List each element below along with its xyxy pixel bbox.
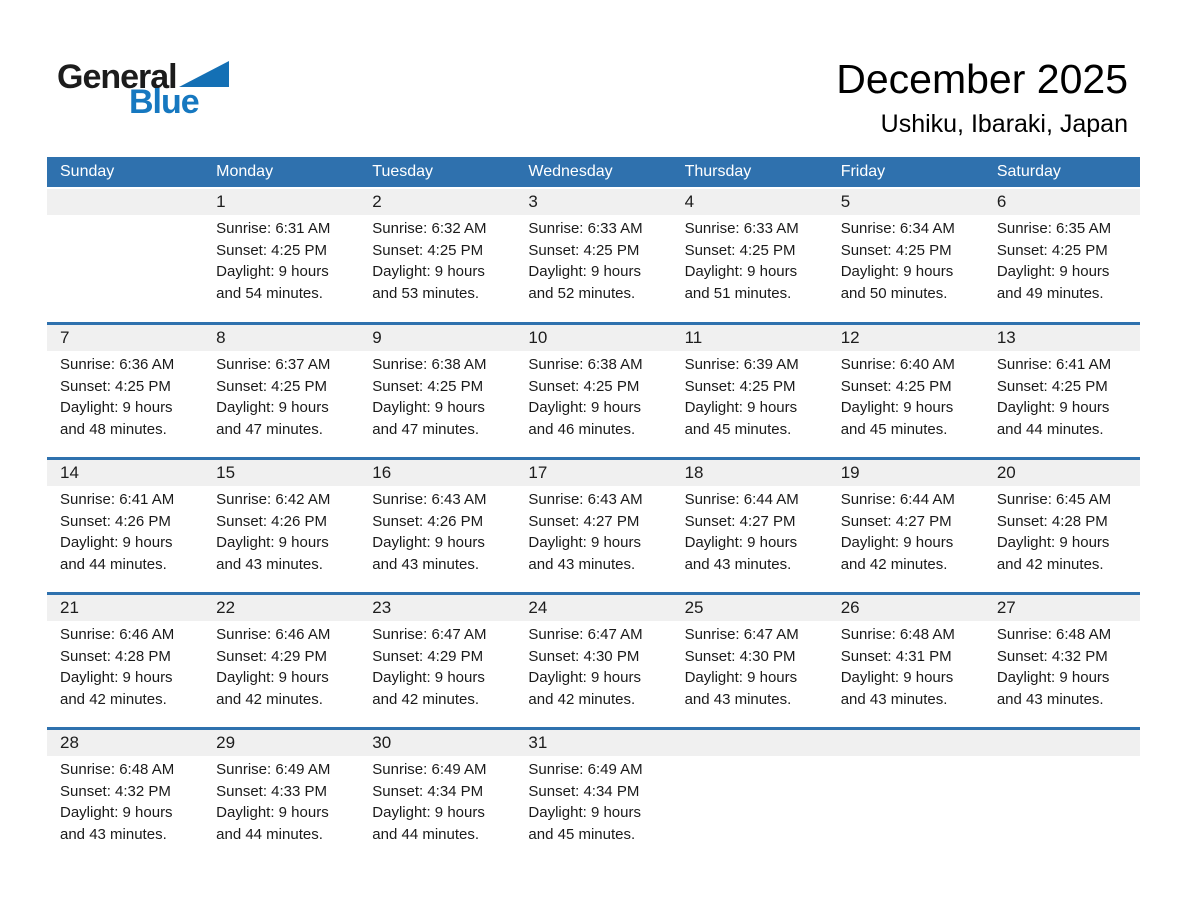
week-row-1 [47,189,1140,322]
day-cell [203,624,359,710]
daylight-line-2: and 43 minutes. [684,555,792,573]
daylight-line-2: and 42 minutes. [528,690,636,708]
day-number: 21 [60,598,79,617]
day-number: 19 [840,463,860,482]
week-content [47,621,1140,710]
weeks-container [47,189,1140,862]
daylight-line-2: and 43 minutes. [996,690,1104,708]
sunset-line: Sunset: 4:29 PM [216,647,328,665]
sunrise-line: Sunrise: 6:37 AM [216,356,331,373]
sunset-line: Sunset: 4:25 PM [372,241,484,259]
week-content [47,215,1140,304]
day-number: 8 [216,328,226,347]
daylight-line-1: Daylight: 9 hours [372,669,485,686]
daylight-line-2: and 53 minutes. [372,284,480,302]
day-cell [359,489,515,575]
sunrise-line: Sunrise: 6:38 AM [528,356,643,373]
day-number: 23 [372,598,392,617]
daylight-line-2: and 47 minutes. [372,420,480,438]
sunrise-line: Sunrise: 6:48 AM [996,626,1112,643]
page-title: December 2025 [836,56,1128,102]
sunrise-line: Sunrise: 6:41 AM [60,491,175,508]
sunset-line: Sunset: 4:25 PM [684,241,796,259]
sunset-line: Sunset: 4:25 PM [372,377,484,395]
daylight-line-1: Daylight: 9 hours [60,669,173,686]
sunrise-line: Sunrise: 6:32 AM [372,220,487,237]
week-row-4 [47,592,1140,727]
sunset-line: Sunset: 4:25 PM [528,377,640,395]
day-number: 10 [528,328,548,347]
sunrise-line: Sunrise: 6:48 AM [60,761,175,778]
sunrise-line: Sunrise: 6:33 AM [528,220,643,237]
day-cell [359,624,515,710]
daylight-line-1: Daylight: 9 hours [528,263,641,280]
daylight-line-1: Daylight: 9 hours [684,669,798,686]
sunset-line: Sunset: 4:25 PM [684,377,796,395]
day-cell [47,624,203,710]
title-block [836,57,1128,139]
week-row-2 [47,322,1140,457]
daylight-line-2: and 43 minutes. [372,555,480,573]
day-number: 3 [528,192,538,211]
sunrise-line: Sunrise: 6:49 AM [528,761,643,778]
daylight-line-2: and 44 minutes. [372,825,480,843]
daylight-line-2: and 50 minutes. [840,284,948,302]
day-number: 25 [684,598,704,617]
sunset-line: Sunset: 4:25 PM [528,241,640,259]
week-row-5 [47,727,1140,862]
sunrise-line: Sunrise: 6:42 AM [216,491,331,508]
sunrise-line: Sunrise: 6:49 AM [216,761,331,778]
day-number: 26 [840,598,860,617]
sunrise-line: Sunrise: 6:38 AM [372,356,487,373]
weekday-header-friday: Friday [840,163,886,180]
day-cell [359,759,515,845]
daylight-line-1: Daylight: 9 hours [60,399,173,416]
day-cell [47,218,203,304]
day-cell [828,759,984,845]
daylight-line-1: Daylight: 9 hours [996,263,1110,280]
day-cell [203,354,359,440]
day-number: 22 [216,598,236,617]
daylight-line-1: Daylight: 9 hours [372,263,485,280]
daylight-line-1: Daylight: 9 hours [840,399,954,416]
day-number: 1 [216,192,226,211]
daylight-line-1: Daylight: 9 hours [840,534,954,551]
daylight-line-2: and 47 minutes. [216,420,323,438]
week-content [47,486,1140,575]
sunrise-line: Sunrise: 6:33 AM [684,220,799,237]
day-number: 13 [996,328,1016,347]
day-number: 29 [216,733,236,752]
day-number: 15 [216,463,236,482]
sunrise-line: Sunrise: 6:43 AM [372,491,487,508]
sunrise-line: Sunrise: 6:41 AM [996,356,1112,373]
daylight-line-1: Daylight: 9 hours [528,534,641,551]
daylight-line-1: Daylight: 9 hours [996,669,1110,686]
day-cell [515,489,671,575]
day-cell [515,218,671,304]
sunrise-line: Sunrise: 6:44 AM [684,491,799,508]
day-cell [984,218,1140,304]
day-cell [672,218,828,304]
day-number-band [47,460,1140,486]
sunset-line: Sunset: 4:29 PM [372,647,484,665]
daylight-line-1: Daylight: 9 hours [528,669,641,686]
sunset-line: Sunset: 4:27 PM [528,512,640,530]
day-cell [203,218,359,304]
weekday-header-row [47,157,1140,187]
sunset-line: Sunset: 4:26 PM [372,512,484,530]
weekday-header-monday: Monday [216,163,274,180]
day-cell [984,624,1140,710]
daylight-line-2: and 43 minutes. [840,690,948,708]
weekday-header-saturday: Saturday [996,163,1061,180]
sunset-line: Sunset: 4:33 PM [216,782,328,800]
daylight-line-1: Daylight: 9 hours [216,534,329,551]
sunrise-line: Sunrise: 6:36 AM [60,356,175,373]
day-cell [47,489,203,575]
sunrise-line: Sunrise: 6:47 AM [528,626,643,643]
sunrise-line: Sunrise: 6:44 AM [840,491,955,508]
daylight-line-1: Daylight: 9 hours [216,804,329,821]
day-cell [203,759,359,845]
day-cell [672,489,828,575]
logo-text-blue: Blue [129,83,199,121]
weekday-header-thursday: Thursday [684,163,752,180]
sunrise-line: Sunrise: 6:45 AM [996,491,1112,508]
day-number: 16 [372,463,392,482]
sunset-line: Sunset: 4:34 PM [372,782,484,800]
sunrise-line: Sunrise: 6:39 AM [684,356,799,373]
daylight-line-2: and 42 minutes. [996,555,1104,573]
daylight-line-2: and 44 minutes. [60,555,167,573]
day-cell [47,759,203,845]
week-content [47,351,1140,440]
daylight-line-1: Daylight: 9 hours [684,399,798,416]
daylight-line-1: Daylight: 9 hours [684,263,798,280]
daylight-line-2: and 42 minutes. [60,690,167,708]
day-cell [984,354,1140,440]
daylight-line-1: Daylight: 9 hours [372,399,485,416]
sunrise-line: Sunrise: 6:43 AM [528,491,643,508]
weekday-header-sunday: Sunday [60,163,115,180]
sunset-line: Sunset: 4:25 PM [216,377,328,395]
daylight-line-2: and 48 minutes. [60,420,167,438]
sunset-line: Sunset: 4:31 PM [840,647,952,665]
day-cell [359,218,515,304]
daylight-line-2: and 45 minutes. [840,420,948,438]
sunrise-line: Sunrise: 6:40 AM [840,356,955,373]
day-number-band [47,325,1140,351]
day-cell [828,624,984,710]
daylight-line-2: and 54 minutes. [216,284,323,302]
sunset-line: Sunset: 4:25 PM [60,377,171,395]
day-number: 7 [60,328,70,347]
day-number: 18 [684,463,704,482]
day-cell [828,218,984,304]
sunset-line: Sunset: 4:27 PM [684,512,796,530]
day-cell [203,489,359,575]
sunset-line: Sunset: 4:32 PM [996,647,1108,665]
daylight-line-2: and 51 minutes. [684,284,792,302]
day-number: 9 [372,328,382,347]
daylight-line-2: and 44 minutes. [996,420,1104,438]
daylight-line-2: and 52 minutes. [528,284,636,302]
week-row-3 [47,457,1140,592]
day-cell [359,354,515,440]
sunrise-line: Sunrise: 6:31 AM [216,220,331,237]
day-number: 30 [372,733,392,752]
daylight-line-2: and 44 minutes. [216,825,323,843]
day-number: 2 [372,192,382,211]
daylight-line-2: and 43 minutes. [528,555,636,573]
sunset-line: Sunset: 4:25 PM [840,241,952,259]
daylight-line-1: Daylight: 9 hours [684,534,798,551]
sunset-line: Sunset: 4:32 PM [60,782,171,800]
sunrise-line: Sunrise: 6:46 AM [216,626,331,643]
day-number: 11 [684,328,703,347]
day-cell [47,354,203,440]
weekday-header-tuesday: Tuesday [372,163,434,180]
daylight-line-2: and 45 minutes. [528,825,636,843]
daylight-line-1: Daylight: 9 hours [216,263,329,280]
week-content [47,756,1140,845]
day-number: 12 [840,328,860,347]
sunrise-line: Sunrise: 6:48 AM [840,626,955,643]
sunset-line: Sunset: 4:25 PM [996,241,1108,259]
day-cell [984,759,1140,845]
day-cell [515,759,671,845]
daylight-line-1: Daylight: 9 hours [528,804,641,821]
daylight-line-1: Daylight: 9 hours [840,669,954,686]
sunrise-line: Sunrise: 6:47 AM [684,626,799,643]
day-number: 20 [996,463,1016,482]
daylight-line-2: and 43 minutes. [60,825,167,843]
page-subtitle: Ushiku, Ibaraki, Japan [880,110,1128,139]
sunset-line: Sunset: 4:25 PM [996,377,1108,395]
general-blue-logo [57,60,229,119]
day-number-band [47,730,1140,756]
daylight-line-2: and 42 minutes. [840,555,948,573]
daylight-line-2: and 43 minutes. [684,690,792,708]
daylight-line-2: and 42 minutes. [216,690,323,708]
day-cell [828,489,984,575]
daylight-line-2: and 45 minutes. [684,420,792,438]
sunrise-line: Sunrise: 6:34 AM [840,220,955,237]
sunrise-line: Sunrise: 6:47 AM [372,626,487,643]
day-number: 6 [996,192,1007,211]
day-cell [672,624,828,710]
daylight-line-1: Daylight: 9 hours [840,263,954,280]
daylight-line-2: and 42 minutes. [372,690,480,708]
daylight-line-2: and 43 minutes. [216,555,323,573]
sunset-line: Sunset: 4:30 PM [528,647,640,665]
sunset-line: Sunset: 4:34 PM [528,782,640,800]
daylight-line-1: Daylight: 9 hours [372,804,485,821]
daylight-line-1: Daylight: 9 hours [996,399,1110,416]
sunset-line: Sunset: 4:25 PM [216,241,328,259]
daylight-line-2: and 46 minutes. [528,420,636,438]
sunset-line: Sunset: 4:27 PM [840,512,952,530]
sunrise-line: Sunrise: 6:35 AM [996,220,1112,237]
sunrise-line: Sunrise: 6:46 AM [60,626,175,643]
day-cell [672,354,828,440]
sunset-line: Sunset: 4:26 PM [216,512,328,530]
day-cell [828,354,984,440]
daylight-line-1: Daylight: 9 hours [216,669,329,686]
day-number: 5 [840,192,851,211]
day-number: 31 [528,733,548,752]
day-number: 17 [528,463,548,482]
sunrise-line: Sunrise: 6:49 AM [372,761,487,778]
sunset-line: Sunset: 4:28 PM [996,512,1108,530]
day-number-band [47,189,1140,215]
day-number-band [47,595,1140,621]
daylight-line-1: Daylight: 9 hours [372,534,485,551]
daylight-line-1: Daylight: 9 hours [216,399,329,416]
day-cell [672,759,828,845]
sunset-line: Sunset: 4:28 PM [60,647,171,665]
day-cell [515,624,671,710]
sunset-line: Sunset: 4:30 PM [684,647,796,665]
calendar-table [47,157,1140,862]
weekday-header-wednesday: Wednesday [528,163,613,180]
logo-text-general: General [57,58,177,96]
daylight-line-1: Daylight: 9 hours [996,534,1110,551]
day-number: 27 [996,598,1016,617]
day-number: 28 [60,733,79,752]
sunset-line: Sunset: 4:26 PM [60,512,171,530]
day-number: 4 [684,192,695,211]
day-cell [984,489,1140,575]
daylight-line-1: Daylight: 9 hours [60,804,173,821]
daylight-line-1: Daylight: 9 hours [60,534,173,551]
sunset-line: Sunset: 4:25 PM [840,377,952,395]
day-number: 14 [60,463,79,482]
daylight-line-1: Daylight: 9 hours [528,399,641,416]
daylight-line-2: and 49 minutes. [996,284,1104,302]
day-cell [515,354,671,440]
day-number: 24 [528,598,548,617]
